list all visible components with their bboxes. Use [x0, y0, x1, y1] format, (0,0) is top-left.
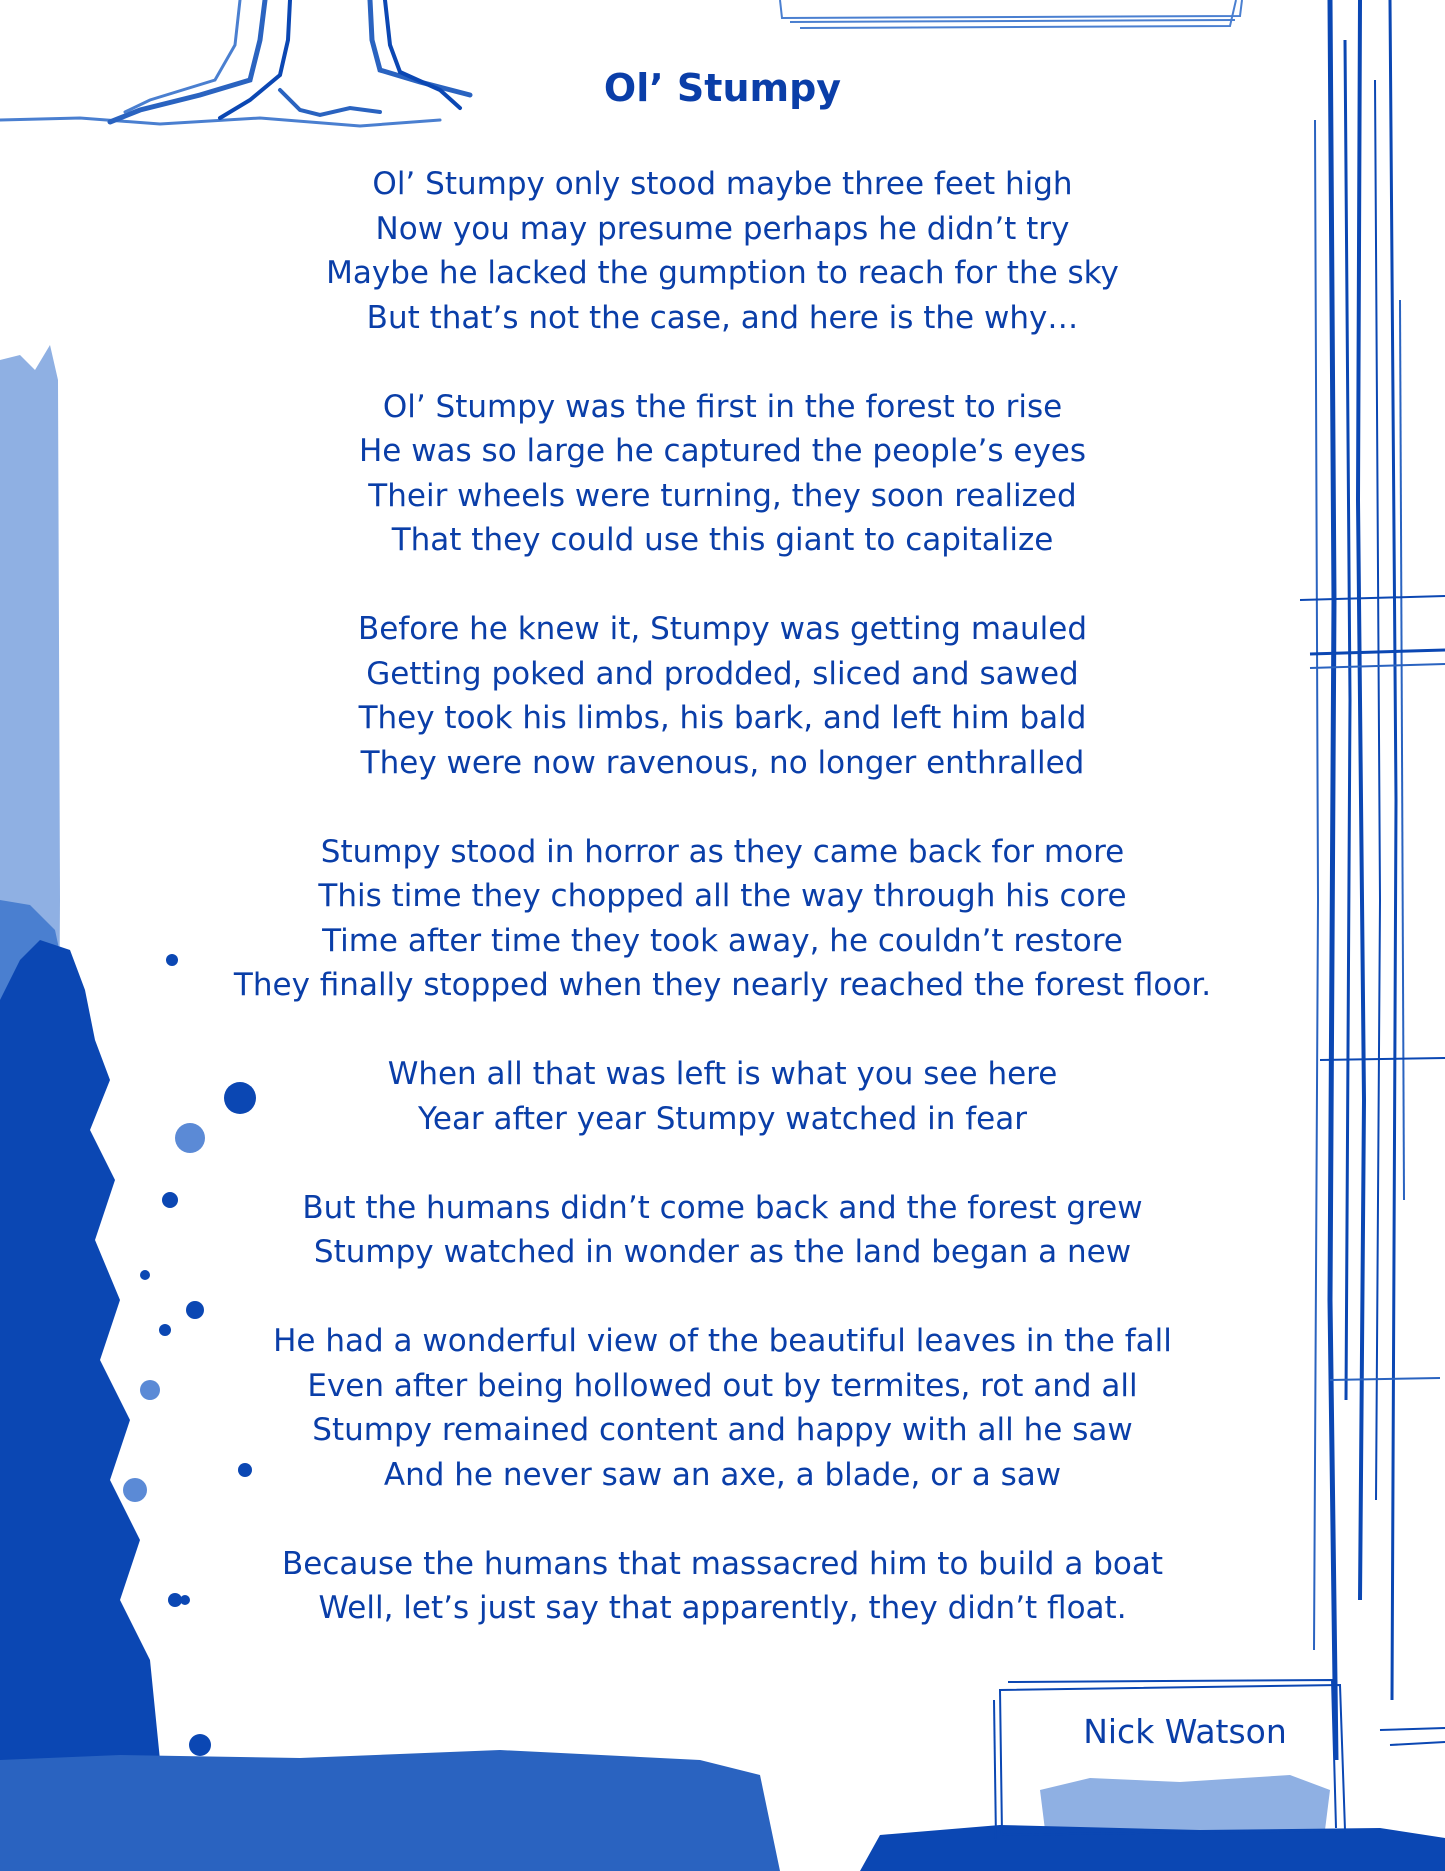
poem-line: When all that was left is what you see here [387, 1056, 1058, 1092]
stanza [0, 1319, 1445, 1497]
stanza [0, 607, 1445, 785]
poem-line: Ol’ Stumpy only stood maybe three feet high [372, 166, 1073, 202]
poem-line: They finally stopped when they nearly reached the forest floor. [233, 967, 1212, 1003]
poem-line: But that’s not the case, and here is the why… [366, 299, 1079, 336]
poem-title: Ol’ Stumpy [603, 66, 842, 110]
stanza [0, 1542, 1445, 1631]
poem-line: Their wheels were turning, they soon realized [368, 477, 1077, 514]
poem-line: He had a wonderful view of the beautiful leaves in the fall [273, 1323, 1172, 1359]
poem-line: Because the humans that massacred him to build a boat [281, 1545, 1163, 1582]
stanza [0, 162, 1445, 340]
poem-line: Stumpy stood in horror as they came back for more [320, 833, 1125, 870]
poem-line: Ol’ Stumpy was the first in the forest to rise [382, 388, 1063, 425]
poem-body [0, 162, 1445, 1675]
stanza [0, 385, 1445, 563]
stanza [0, 830, 1445, 1008]
bottom-left-paint [0, 1750, 780, 1871]
bottom-right-paint-dark [860, 1825, 1445, 1871]
poem-line: He was so large he captured the people’s eyes [358, 433, 1087, 469]
poem-line: Year after year Stumpy watched in fear [418, 1100, 1027, 1137]
author-frame-sketch [994, 1680, 1345, 1840]
poem-line: They took his limbs, his bark, and left him bald [358, 700, 1087, 736]
poem-line: Before he knew it, Stumpy was getting mauled [357, 611, 1088, 647]
poem-line: Now you may presume perhaps he didn’t try [375, 210, 1070, 247]
stanza [0, 1186, 1445, 1275]
poem-line: And he never saw an axe, a blade, or a saw [383, 1456, 1062, 1493]
top-frame-sketch [780, 0, 1242, 28]
poem-line: They were now ravenous, no longer enthralled [360, 744, 1085, 781]
poem-line: But the humans didn’t come back and the forest grew [302, 1189, 1143, 1226]
poem-line: Well, let’s just say that apparently, they didn’t float. [318, 1590, 1127, 1626]
poem-line: This time they chopped all the way through his core [318, 878, 1127, 914]
bottom-right-paint-light [1040, 1775, 1330, 1830]
poem-line: Maybe he lacked the gumption to reach for the sky [326, 255, 1119, 291]
poem-line: Getting poked and prodded, sliced and sawed [366, 655, 1079, 692]
poem-line: That they could use this giant to capitalize [391, 522, 1054, 558]
poem-line: Even after being hollowed out by termites, rot and all [307, 1367, 1138, 1404]
poem-line: Stumpy watched in wonder as the land began a new [313, 1234, 1132, 1270]
poem-line: Stumpy remained content and happy with all he saw [312, 1412, 1133, 1448]
stanza [0, 1052, 1445, 1141]
author-name: Nick Watson [1083, 1712, 1287, 1751]
poem-line: Time after time they took away, he couldn’t restore [322, 922, 1123, 959]
